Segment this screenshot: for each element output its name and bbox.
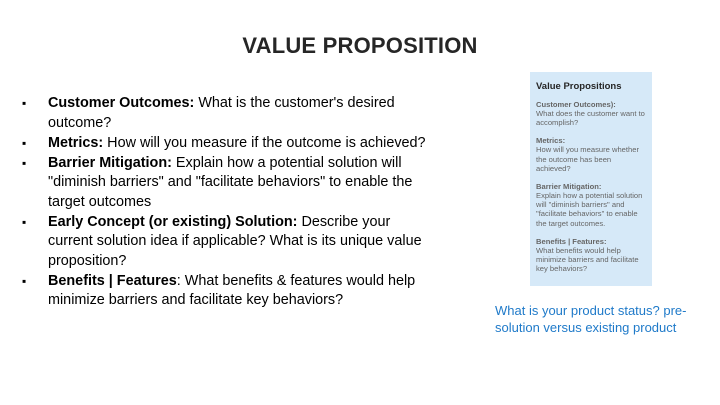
bullet-marker: ▪ (22, 135, 27, 150)
card-section-heading: Barrier Mitigation: (536, 182, 602, 192)
card-section-body: What does the customer want to accomplish? (536, 109, 645, 128)
bullet-term: Barrier Mitigation: (48, 154, 172, 171)
card-section-heading: Benefits | Features: (536, 236, 607, 246)
bullet-term: Early Concept (or existing) Solution: (48, 213, 298, 230)
bullet-text: What is the customer's desired outcome? (48, 95, 395, 131)
bullet-term: Customer Outcomes: (48, 95, 195, 111)
bullet-item-early-concept (22, 213, 432, 272)
bullet-text: Describe your current solution idea if applicable? What is its unique value proposition? (48, 213, 422, 269)
card-section-heading: Metrics: (536, 136, 566, 146)
bullet-text: How will you measure if the outcome is achieved? (103, 134, 426, 151)
card-section-body: How will you measure whether the outcome has been achieved? (536, 145, 639, 173)
bullet-item-barrier-mitigation (22, 154, 432, 213)
card-section-metrics (536, 136, 646, 173)
bullet-marker: ▪ (22, 214, 27, 229)
card-section-customer-outcomes (536, 100, 646, 127)
bullet-marker: ▪ (22, 155, 27, 170)
bullet-marker: ▪ (22, 96, 27, 110)
slide-title: VALUE PROPOSITION (242, 33, 478, 58)
bullet-text: Explain how a potential solution will "diminish barriers" and "facilitate behaviors" to enable the target outcomes (48, 154, 413, 210)
bullet-marker: ▪ (22, 273, 27, 288)
card-section-body: What benefits would help minimize barriers and facilitate key behaviors? (536, 245, 639, 274)
bullet-term: Benefits | Features (48, 272, 177, 289)
card-title: Value Propositions (536, 81, 622, 92)
bullet-item-benefits-features (22, 272, 432, 311)
card-section-benefits-features (536, 237, 646, 274)
value-propositions-card (530, 72, 652, 286)
bullet-item-metrics (22, 134, 432, 154)
product-status-note: What is your product status? pre-solution versus existing product (495, 303, 687, 335)
bullet-text: : What benefits & features would help minimize barriers and facilitate key behaviors? (48, 272, 416, 308)
bullet-list (22, 94, 432, 311)
bullet-term: Metrics: (48, 134, 104, 151)
bullet-item-customer-outcomes (22, 94, 432, 133)
card-section-heading: Customer Outcomes): (536, 100, 616, 109)
card-section-barrier-mitigation (536, 182, 646, 228)
card-section-body: Explain how a potential solution will "diminish barriers" and "facilitate behaviors" to enable the target outcomes. (536, 191, 643, 228)
